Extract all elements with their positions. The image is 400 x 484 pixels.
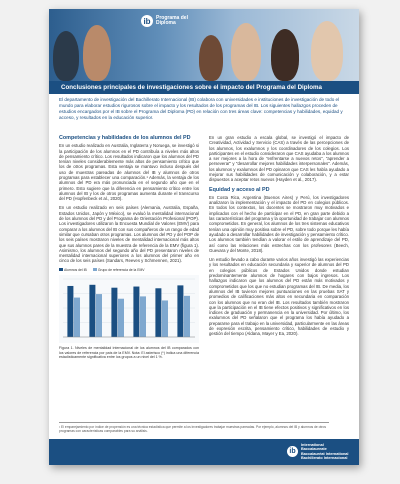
ib-logo-icon: ib xyxy=(141,15,153,27)
programme-name: Programa del Diploma xyxy=(156,14,188,26)
bar-series-1 xyxy=(133,287,139,337)
paragraph: En Costa Rica, Argentina (Buenos Aires) y Perú, los investigadores analizaron la implementación y el impacto del PD en colegios públicos. En todos los contextos, los docentes se mostraron muy motivados e implicados con el hecho de participar en el PD, en gran parte debido a las características del programa y la oportunidad de trabajar con alumnos comprometidos. En general, los alumnos de los tres sistemas educativos tenían una opinión muy positiva sobre el PD, sobre todo porque les había ayudado a desarrollar habilidades de investigación y pensamiento crítico. Los alumnos también tendían a valorar el estilo de aprendizaje del PD, así como las relaciones más estrechas con los profesores (Beech, Guevara y del Monte, 2018). xyxy=(209,194,349,253)
student-photo xyxy=(231,23,261,81)
bar-series-2 xyxy=(140,296,146,337)
right-column xyxy=(209,135,349,341)
student-photo xyxy=(199,35,223,81)
ib-dp-logo xyxy=(141,15,196,27)
paragraph: En un estudio realizado en Australia, Inglaterra y Noruega, se investigó si la participación de los alumnos en el PD contribuía a niveles más altos de pensamiento crítico. Los resultados indicaron que los alumnos del PD tenían niveles considerablemente más altos de pensamiento crítico que los de otros programas. Esta ventaja se mantuvo incluso después del uso de muestras pareadas de alumnos del IB y alumnos de otros programas para establecer una comparación.¹ Además, la ventaja de los alumnos del PD era más pronunciada en el segundo año que en el primero. Esto sugiere que la diferencia en pensamiento crítico entre los alumnos del IB y los de otros programas aumenta durante el transcurso del PD (Hopfenbeck et al., 2020). xyxy=(59,143,199,202)
paragraph: En un gran estudio a escala global, se investigó el impacto de Creatividad, Actividad y Servicio (CAS) a través de las percepciones de los alumnos, los exalumnos y los coordinadores de los colegios. Los participantes en el estudio consideraron que CAS ayudaba a los alumnos a ser mejores a la hora de "enfrentarse a nuevos retos", "aprender a perseverar" y "desarrollar mejores habilidades interpersonales". Además, los alumnos y exalumnos del PD opinaron que CAS les había ayudado a mejorar sus habilidades de comunicación y colaboración, y a estar dispuestos a aceptar retos nuevos (Hayden et al., 2017). xyxy=(209,135,349,183)
legend-label: Grupo de referencia de la EMV xyxy=(97,267,145,272)
bar-series-1 xyxy=(155,288,161,337)
document-page xyxy=(49,9,359,465)
bar-series-2 xyxy=(74,298,80,337)
paragraph: En un estudio realizado en seis países (Alemania, Australia, España, Estados Unidos, Japón y México), se evaluó la mentalidad internacional de los alumnos del PD y del Programa de Orientación Profesional (POP). Los investigadores utilizaron la Encuesta Mundial de Valores (EMV) para comparar a los alumnos del IB con sus compañeros de un rango de edad similar que cursaban otros programas. Los alumnos del PD y del POP de los seis países mostraron niveles de mentalidad internacional más altos que sus alumnos pares de la muestra de referencia de la EMV (figura 1). Asimismo, los alumnos del segundo año del PD presentaron niveles de mentalidad internacional superiores a los alumnos del primer año en cinco de los seis países (Sandars, Reeves y Schmennen, 2021). xyxy=(59,205,199,264)
student-photo xyxy=(271,29,299,81)
ib-logo-icon: ib xyxy=(287,446,298,457)
legend-item xyxy=(59,268,87,273)
chart-legend xyxy=(59,268,199,273)
bar-series-1 xyxy=(177,285,183,337)
footnote: ¹ El emparejamiento por índice de propensión es una técnica estadística que permite a los investigadores trabajar muestras pareadas. Por ejemplo, alumnos del IB y alumnos de otros programas con características comparables para su análisis. xyxy=(59,422,329,434)
bar-chart xyxy=(59,275,199,343)
student-photo xyxy=(53,31,79,81)
bar-series-2 xyxy=(96,294,102,337)
intro-paragraph: El departamento de investigación del Bachillerato Internacional (IB) colabora con universidades e instituciones de investigación de todo el mundo para elaborar estudios rigurosos sobre el impacto y los resultados de los programas del IB. Los siguientes hallazgos proceden de estudios encargados por el IB sobre el Programa del Diploma (PD) en relación con tres áreas clave: competencias y habilidades, equidad y acceso, y resultados en la educación superior. xyxy=(59,97,343,120)
legend-item xyxy=(93,268,145,273)
page-title: Conclusiones principales de investigaciones sobre el impacto del Programa del Diploma xyxy=(49,81,359,94)
legend-swatch xyxy=(93,268,97,271)
figure-1-chart xyxy=(59,275,199,343)
bar-series-2 xyxy=(118,299,124,337)
section-heading: Equidad y acceso al PD xyxy=(209,186,270,193)
figure-caption: Figura 1. Niveles de mentalidad internacional de los alumnos del IB comparados con los valores de referencia por país de la EMV. Nota: El asterisco (*) indica una diferencia estadísticamente significativa entre los grupos a un nivel del 1 %. xyxy=(59,346,199,360)
bar-series-2 xyxy=(162,300,168,337)
student-photo xyxy=(83,25,111,81)
bar-series-1 xyxy=(111,288,117,337)
section-heading: Competencias y habilidades de los alumnos del PD xyxy=(59,135,191,141)
bar-series-1 xyxy=(89,285,95,337)
ibo-logo xyxy=(287,443,349,461)
organization-name: International Baccalaureate Baccalauréat International Bachillerato Internacional xyxy=(301,443,349,461)
left-column xyxy=(59,135,199,364)
paragraph: Un estudio llevado a cabo durante varios años investigó las experiencias y los resultados en educación secundaria y superior de alumnos del PD en colegios públicos de Estados Unidos donde estudian predominantemente alumnos de hogares con bajos ingresos. Los hallazgos indicaron que los alumnos del PD están más motivados y comprometidos que los que no estudian programas del IB. De media, los alumnos del IB tuvieron mejores puntuaciones en las pruebas SAT y promedios de calificaciones más altos en secundaria en comparación con los alumnos que no eran del IB. Los resultados también mostraron que la participación en el IB tiene efectos positivos y significativos en los índices de graduación y permanencia en la universidad. Por último, los exalumnos del PD señalaron que el programa los había ayudado a prepararse para el trabajo en la universidad, particularmente en las áreas de expresión escrita, pensamiento crítico, habilidades de estudio y gestión del tiempo (Aldana, Mayer y Ea, 2020). xyxy=(209,257,349,337)
bar-series-1 xyxy=(67,286,73,337)
legend-swatch xyxy=(59,268,63,271)
student-photo xyxy=(311,21,343,81)
bar-series-2 xyxy=(184,296,190,337)
legend-label: Alumnos del IB xyxy=(64,267,87,272)
header-photo-banner xyxy=(49,9,359,81)
